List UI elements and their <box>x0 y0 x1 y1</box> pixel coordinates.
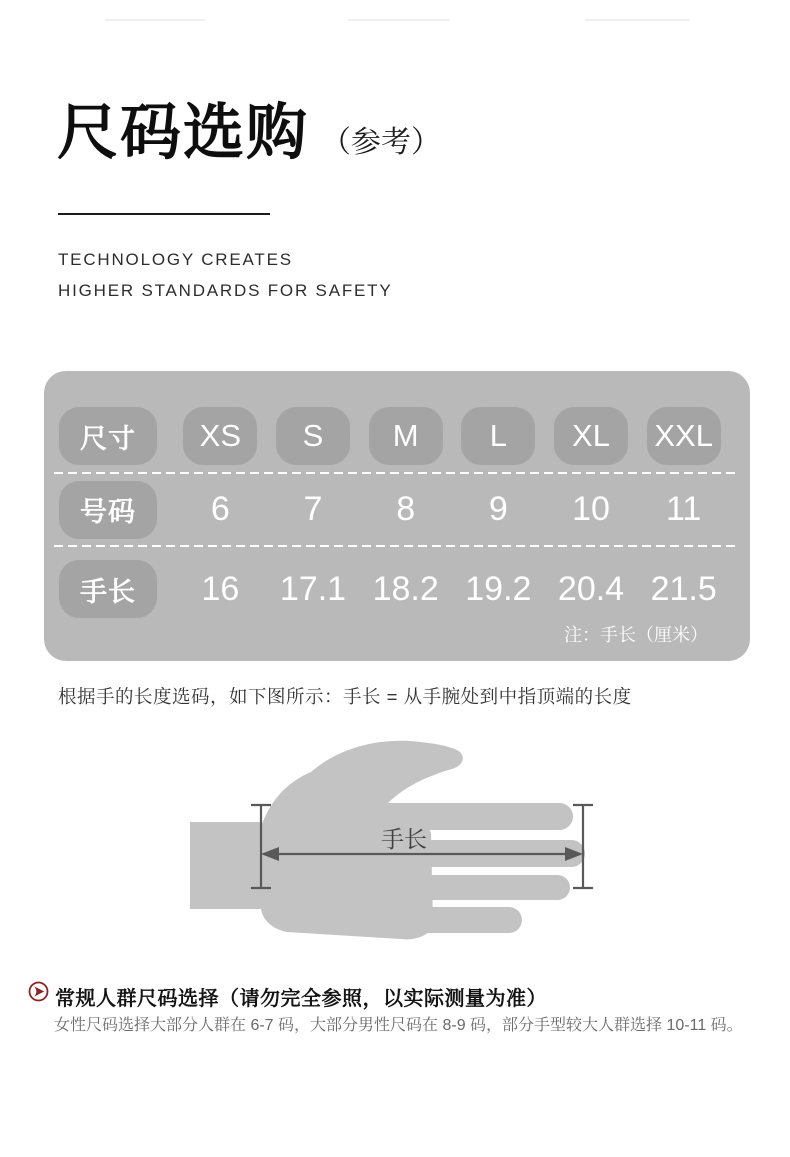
size-pill-xxl: XXL <box>647 407 721 465</box>
row-label-size: 尺寸 <box>59 407 157 465</box>
table-cell <box>545 407 638 465</box>
table-cell: 18.2 <box>372 569 439 608</box>
size-pill-s: S <box>276 407 350 465</box>
size-pill-xs: XS <box>183 407 257 465</box>
table-cell <box>452 407 545 465</box>
table-cell <box>359 407 452 465</box>
hand-silhouette-icon <box>175 735 615 955</box>
table-cell <box>637 407 730 465</box>
table-row-sizes <box>44 371 750 472</box>
size-pill-xl: XL <box>554 407 628 465</box>
table-row-hand-length <box>44 547 750 625</box>
table-cell: 19.2 <box>465 569 532 608</box>
measure-instruction: 根据手的长度选码，如下图所示：手长 = 从手腕处到中指顶端的长度 <box>58 686 632 707</box>
measure-label: 手长 <box>381 826 427 852</box>
page-title-suffix: （参考） <box>321 126 442 160</box>
size-pill-l: L <box>461 407 535 465</box>
row-label-cell <box>44 560 174 618</box>
table-cell: 21.5 <box>650 569 717 608</box>
table-cell: 11 <box>666 490 702 528</box>
page-title: 尺码选购 <box>57 98 310 166</box>
header <box>57 97 441 167</box>
table-cell: 6 <box>210 490 230 528</box>
row-label-code: 号码 <box>59 481 157 539</box>
title-underline <box>58 213 270 215</box>
table-cell: 9 <box>488 490 508 528</box>
tips-heading: 常规人群尺码选择（请勿完全参照，以实际测量为准） <box>55 988 547 1010</box>
subtitle-line-1: TECHNOLOGY CREATES <box>58 250 293 269</box>
size-pill-m: M <box>369 407 443 465</box>
hand-measure-figure <box>175 735 615 955</box>
table-cell: 20.4 <box>557 569 625 608</box>
table-cell: 8 <box>396 490 416 528</box>
tips-body: 女性尺码选择大部分人群在 6-7 码，大部分男性尺码在 8-9 码，部分手型较大人群选择 10-11 码。 <box>54 1017 743 1034</box>
size-table <box>44 371 750 661</box>
ring-finger-shape <box>375 875 570 900</box>
subtitle <box>58 244 392 306</box>
top-divider-segment <box>348 19 450 21</box>
row-label-cell <box>44 407 174 465</box>
arm-shape <box>190 822 262 909</box>
play-circle-icon <box>28 981 49 1002</box>
table-cell <box>267 407 360 465</box>
top-divider-segment <box>105 19 205 21</box>
table-cell: 10 <box>572 490 610 528</box>
table-unit-note: 注：手长（厘米） <box>564 625 708 645</box>
row-label-hand-length: 手长 <box>59 560 157 618</box>
top-divider-segment <box>585 19 690 21</box>
subtitle-line-2: HIGHER STANDARDS FOR SAFETY <box>58 281 393 300</box>
row-label-cell <box>44 481 174 539</box>
table-cell: 16 <box>201 569 240 608</box>
table-row-codes <box>44 474 750 545</box>
table-cell: 17.1 <box>279 569 347 608</box>
table-cell <box>174 407 267 465</box>
pinky-finger-shape <box>375 907 522 933</box>
table-cell: 7 <box>303 490 323 528</box>
